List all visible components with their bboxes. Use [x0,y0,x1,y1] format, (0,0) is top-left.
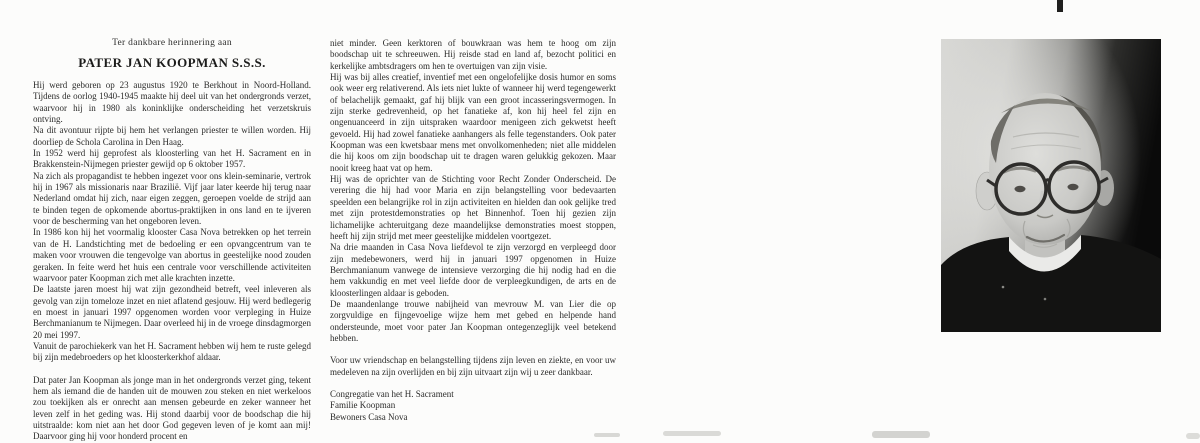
biography-block-3 [330,38,616,344]
paragraph: In 1952 werd hij geprofest als kloosterling van het H. Sacrament en in Brakkenstein-Nijmegen priester gewijd op 6 oktober 1957. [33,148,311,170]
paragraph: Na drie maanden in Casa Nova liefdevol te zijn verzorgd en verpleegd door zijn medebewoners, werd hij in januari 1997 opgenomen in Huize Berchmanianum vanwege de intensieve verzorging die hij nodig had en die hem vakkundig en met veel liefde door de verpleegkundigen, de arts en de kloosterlingen aldaar is geboden. [330,242,616,298]
paragraph: Vanuit de parochiekerk van het H. Sacrament hebben wij hem te ruste gelegd bij zijn medebroeders op het kloosterkerkhof aldaar. [33,340,311,363]
column-right [330,38,616,423]
signatory-line: Familie Koopman [330,400,396,411]
biography-block-2 [33,375,311,443]
memorial-header: Ter dankbare herinnering aan [112,38,232,48]
scan-mark [1057,0,1063,12]
paragraph: Na dit avontuur rijpte bij hem het verlangen priester te willen worden. Hij doorliep de Schola Carolina in Den Haag. [33,125,311,147]
paragraph: Hij was de oprichter van de Stichting voor Recht Zonder Onderscheid. De verering die hij had voor Maria en zijn belangstelling voor bedevaarten speelden een belangrijke rol in zijn activiteiten en hielden dan ook gelijke tred met zijn protestdemonstraties op het Binnenhof. Toen hij gezien zijn lichamelijke achteruitgang deze maandelijkse demonstraties moest stoppen, heeft hij zijn strijd met meer geestelijke middelen voortgezet. [330,174,616,241]
thanks-block [330,355,616,378]
paragraph: Hij werd geboren op 23 augustus 1920 te Berkhout in Noord-Holland. Tijdens de oorlog 1940-1945 maakte hij deel uit van het ondergronds verzet, waarvoor hij in 1980 als koninklijke onderscheiding het verzetskruis ontving. [33,80,311,125]
paragraph-gap [330,378,616,389]
biography-block-1 [33,80,311,364]
signatory-line: Bewoners Casa Nova [330,411,408,422]
paragraph: niet minder. Geen kerktoren of bouwkraan was hem te hoog om zijn boodschap uit te schreeuwen. Hij reisde stad en land af, bezocht politici en kerkelijke ambtsdragers om hen te overtuigen van zijn visie. [330,38,616,71]
page-title: PATER JAN KOOPMAN S.S.S. [78,55,266,70]
paragraph: Voor uw vriendschap en belangstelling tijdens zijn leven en ziekte, en voor uw medeleven na zijn overlijden en bij zijn uitvaart zijn wij u zeer dankbaar. [330,355,616,377]
paragraph: De laatste jaren moest hij wat zijn gezondheid betreft, veel inleveren als gevolg van zijn tomeloze inzet en niet aflatend gesjouw. Hij werd bedlegerig en moest in januari 1997 opgenomen worden voor verpleging in Huize Berchmanianum te Nijmegen. Daar overleed hij in de vroege dinsdagmorgen 20 mei 1997. [33,284,311,340]
column-left [33,38,311,443]
portrait-photo-graphic [941,39,1161,332]
scan-smudge [594,433,620,437]
scan-smudge [872,431,930,438]
paragraph-gap [33,364,311,375]
portrait-photo [941,39,1161,332]
paragraph: In 1986 kon hij het voormalig klooster Casa Nova betrekken op het terrein van de H. Landstichting met de bedoeling er een opvangcentrum van te maken voor vrouwen die tengevolge van abortus in geestelijke nood zouden geraken. In feite werd het huis een centrale voor verschillende activiteiten waarvoor pater Koopman zich met alle krachten inzette. [33,227,311,283]
paragraph: Dat pater Jan Koopman als jonge man in het ondergronds verzet ging, tekent hem als iemand die de handen uit de mouwen zou steken en niet werkeloos zou toekijken als er onrecht aan mensen gebeurde en zeker wanneer het leven zelf in het geding was. Hij stond daarbij voor de boodschap die hij uitstraalde: kom niet aan het door God gegeven leven of je komt aan mij! Daarvoor ging hij voor honderd procent en [33,374,311,442]
paragraph: Na zich als propagandist te hebben ingezet voor ons klein-seminarie, vertrok hij in 1967 als missionaris naar Brazilië. Vijf jaar later keerde hij terug naar Nederland omdat hij zich, naar eigen zeggen, geroepen voelde de strijd aan te binden tegen de opkomende abortus-praktijken in ons land en te ijveren voor de bescherming van het ongeboren leven. [33,170,311,227]
eye-right [1068,184,1079,190]
signatory-line: Congregatie van het H. Sacrament [330,388,454,399]
scan-smudge [663,431,721,436]
signatories-block [330,389,616,423]
paragraph: De maandenlange trouwe nabijheid van mevrouw M. van Lier die op zorgvuldige en fijngevoelige wijze hem met gebed en helpende hand ondersteunde, moet voor pater Jan Koopman ontegenzeglijk veel betekend hebben. [330,298,616,343]
paragraph-gap [330,344,616,355]
cassock-speck [1002,286,1005,289]
scan-smudge [1186,433,1200,439]
paragraph: Hij was bij alles creatief, inventief met een ongelofelijke dosis humor en soms ook weer erg relativerend. Als iets niet lukte of wanneer hij werd tegengewerkt of belachelijk gemaakt, gaf hij blijk van een groot incasseringsvermogen. In zijn sterke gedrevenheid, op het fanatieke af, kon hij heel fel zijn en ongenuanceerd in zijn uitspraken waardoor menigeen zich gekwetst heeft gevoeld. Hij had zowel fanatieke aanhangers als felle tegenstanders. Ook pater Koopman was een kwetsbaar mens met onvolkomenheden; niet alle middelen die hij koos om zijn boodschap uit te dragen waren gelukkig gekozen. Maar nooit kreeg haat vat op hem. [330,72,616,173]
eye-left [1015,186,1026,192]
cassock-speck [1044,298,1047,301]
